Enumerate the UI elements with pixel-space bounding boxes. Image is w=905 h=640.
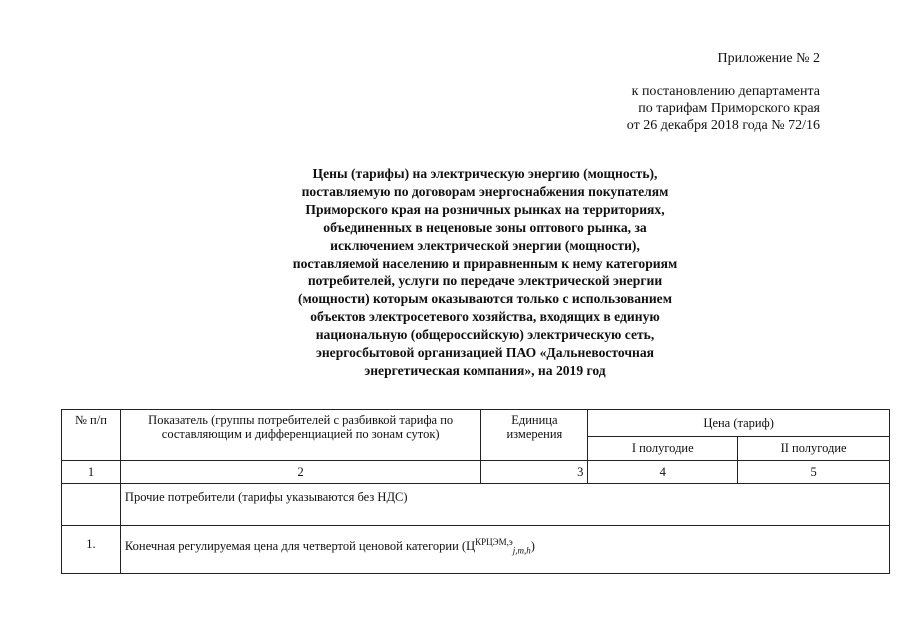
column-number: 1	[62, 461, 121, 484]
row-text-tail: )	[530, 539, 535, 554]
formula-superscript: КРЦЭМ,э	[475, 537, 513, 547]
title-line: энергосбытовой организацией ПАО «Дальневосточная	[315, 345, 655, 361]
column-number: 2	[120, 461, 481, 484]
title-line: поставляемую по договорам энергоснабжения покупателям	[301, 183, 669, 199]
table-row	[62, 526, 890, 574]
header-half1: I полугодие	[588, 437, 738, 461]
column-numbers-row	[62, 461, 890, 484]
title-line: энергетическая компания», на 2019 год	[364, 362, 606, 378]
table-header-row	[62, 410, 890, 437]
header-price: Цена (тариф)	[588, 410, 890, 437]
header-unit: Единица измерения	[481, 410, 588, 461]
header-indicator: Показатель (группы потребителей с разбивкой тарифа по составляющим и дифференциацией по зонам суток)	[120, 410, 481, 461]
title-line: исключением электрической энергии (мощности),	[330, 237, 640, 253]
row-text: Прочие потребители (тарифы указываются без НДС)	[120, 484, 889, 526]
column-number: 5	[738, 461, 890, 484]
title-line: (мощности) которым оказываются только с использованием	[298, 291, 672, 307]
appendix-line-1: к постановлению департамента	[631, 84, 820, 99]
title-line: объединенных в неценовые зоны оптового рынка, за	[323, 219, 647, 235]
appendix-title: Приложение № 2	[717, 51, 820, 66]
table-row	[62, 484, 890, 526]
row-text-main: Конечная регулируемая цена для четвертой ценовой категории (Ц	[124, 539, 476, 554]
tariff-table	[61, 409, 890, 574]
header-half2: II полугодие	[738, 437, 890, 461]
title-line: Цены (тарифы) на электрическую энергию (мощность),	[312, 166, 658, 181]
title-line: потребителей, услуги по передаче электрической энергии	[307, 273, 663, 289]
formula-subscript: j,m,h	[512, 545, 531, 556]
title-line: Приморского края на розничных рынках на территориях,	[305, 201, 665, 217]
column-number: 4	[588, 461, 738, 484]
appendix-line-2: по тарифам Приморского края	[638, 101, 820, 116]
title-line: национальную (общероссийскую) электрическую сеть,	[315, 327, 655, 343]
row-num	[62, 484, 121, 526]
column-number: 3	[481, 461, 588, 484]
row-num: 1.	[62, 526, 121, 574]
document-title	[220, 165, 750, 380]
title-line: объектов электросетевого хозяйства, входящих в единую	[310, 309, 660, 325]
row-text	[120, 526, 889, 574]
appendix-line-3: от 26 декабря 2018 года № 72/16	[626, 118, 820, 133]
header-num: № п/п	[62, 410, 121, 461]
title-line: поставляемой населению и приравненным к нему категориям	[292, 255, 678, 271]
